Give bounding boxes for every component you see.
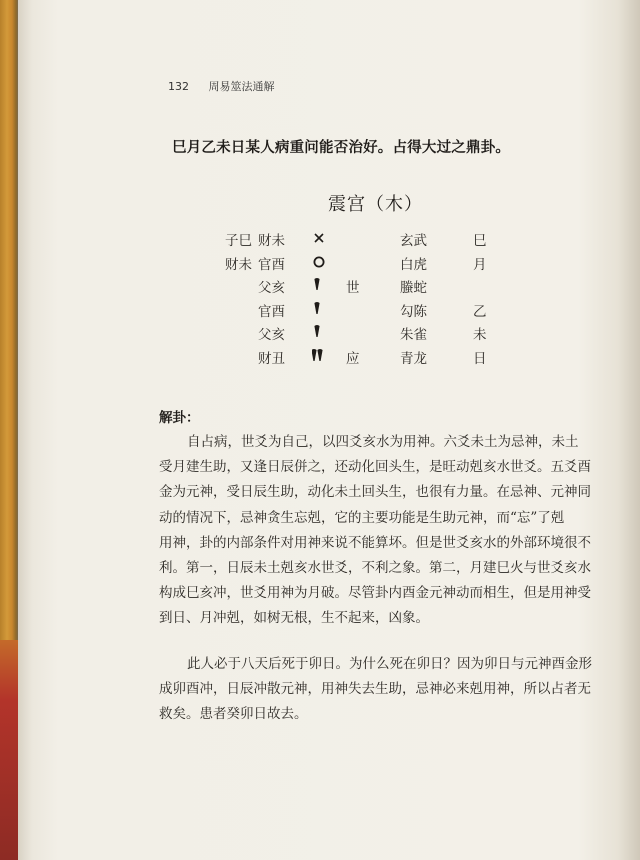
page-number: 132 — [168, 80, 189, 93]
row-1-shen: 玄武 — [400, 233, 427, 249]
paragraph-1-line: 金为元神，受日辰生助，动化未土回头生，也很有力量。在忌神、元神同 — [159, 484, 591, 501]
yang-line-icon — [312, 301, 330, 323]
row-1-side: 巳 — [473, 233, 487, 249]
analysis-paragraph-1 — [159, 430, 589, 632]
book-title: 周易筮法通解 — [208, 80, 275, 93]
row-1-fu: 子巳 — [225, 233, 252, 249]
row-2-fu: 财未 — [225, 256, 252, 273]
running-header — [168, 78, 275, 94]
row-2-shen: 白虎 — [400, 256, 427, 273]
row-3-gan: 父亥 — [258, 280, 285, 296]
row-6-side: 日 — [473, 350, 487, 367]
row-1-gan: 财未 — [258, 233, 285, 249]
yang-line-icon — [312, 277, 330, 299]
row-5-gan: 父亥 — [258, 327, 285, 343]
question-heading: 巳月乙未日某人病重问能否治好。占得大过之鼎卦。 — [172, 140, 511, 156]
row-2-side: 月 — [473, 256, 487, 273]
paragraph-1-line: 受月建生助，又逢日辰併之，还动化回头生，是旺动剋亥水世爻。五爻酉 — [159, 459, 591, 476]
paragraph-1-line: 自占病，世爻为自己，以四爻亥水为用神。六爻未土为忌神，未土 — [187, 434, 579, 450]
row-3-shi: 世 — [346, 280, 360, 296]
row-6-gan: 财丑 — [258, 350, 285, 367]
analysis-paragraph-2 — [159, 652, 592, 728]
paragraph-2-line: 成卯酉冲，日辰冲散元神，用神失去生助，忌神必来剋用神，所以占者无 — [159, 681, 591, 698]
row-6-shen: 青龙 — [400, 350, 427, 367]
moving-yin-cross-icon — [312, 230, 330, 252]
row-4-gan: 官酉 — [258, 303, 285, 320]
yin-line-icon — [312, 348, 330, 370]
paragraph-1-line: 构成巳亥冲，世爻用神为月破。尽管卦内酉金元神动而相生，但是用神受 — [159, 585, 591, 602]
row-4-side: 乙 — [473, 303, 487, 320]
row-6-shi: 应 — [346, 350, 360, 367]
yang-line-icon — [312, 324, 330, 346]
paragraph-1-line: 到日、月冲剋，如树无根，生不起来，凶象。 — [159, 610, 429, 627]
hexagram-palace-title: 震宫（木） — [328, 194, 423, 215]
row-2-gan: 官酉 — [258, 256, 285, 273]
row-3-shen: 螣蛇 — [400, 280, 427, 296]
row-5-shen: 朱雀 — [400, 327, 427, 343]
paragraph-1-line: 利。第一，日辰未土剋亥水世爻，不利之象。第二，月建巳火与世爻亥水 — [159, 560, 591, 577]
section-title: 解卦： — [159, 410, 200, 426]
paragraph-2-line: 救矣。患者癸卯日故去。 — [159, 706, 308, 723]
row-4-shen: 勾陈 — [400, 303, 427, 320]
paragraph-1-line: 动的情况下，忌神贪生忘剋，它的主要功能是生助元神，而“忘”了剋 — [159, 509, 565, 526]
row-5-side: 未 — [473, 327, 487, 343]
paragraph-1-line: 用神，卦的内部条件对用神来说不能算坏。但是世爻亥水的外部环境很不 — [159, 534, 591, 551]
moving-yang-circle-icon — [312, 254, 330, 276]
book-cover-edge — [0, 640, 18, 860]
paragraph-2-line: 此人必于八天后死于卯日。为什么死在卯日？因为卯日与元神酉金形 — [187, 656, 592, 672]
